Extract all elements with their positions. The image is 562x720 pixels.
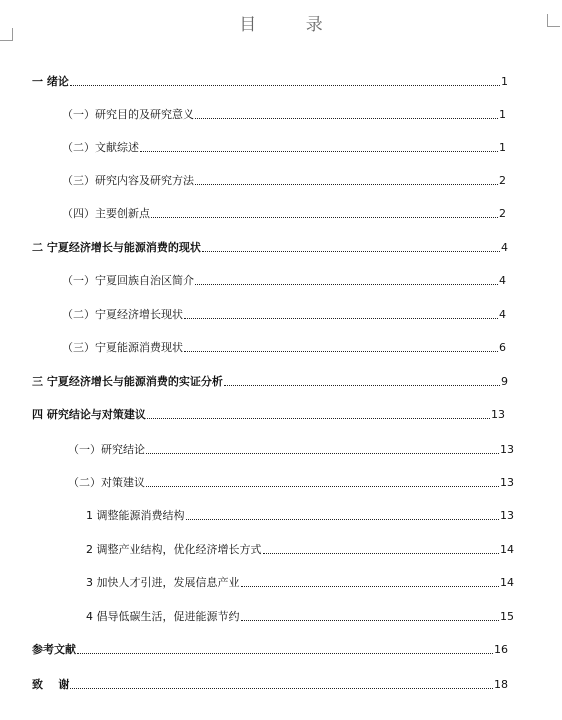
dot-leader xyxy=(202,251,500,252)
toc-entry-label: （三）宁夏能源消费现状 xyxy=(62,341,183,354)
toc-entry-page: 9 xyxy=(501,375,508,388)
toc-entry-label: 致 谢 xyxy=(32,678,70,691)
toc-entry-label: （一）研究结论 xyxy=(68,443,145,456)
toc-entry-page: 4 xyxy=(499,274,506,287)
toc-entry[interactable] xyxy=(86,543,514,557)
dot-leader xyxy=(70,688,493,689)
toc-entry[interactable] xyxy=(62,108,506,122)
toc-entry-page: 2 xyxy=(499,174,506,187)
toc-entry-label: 二 宁夏经济增长与能源消费的现状 xyxy=(32,241,201,254)
toc-entry[interactable] xyxy=(32,678,508,692)
toc-entry[interactable] xyxy=(32,643,508,657)
toc-entry-label: （二）文献综述 xyxy=(62,141,139,154)
toc-entry-page: 1 xyxy=(501,75,508,88)
toc-entry[interactable] xyxy=(32,75,508,89)
dot-leader xyxy=(184,318,498,319)
toc-entry-page: 4 xyxy=(501,241,508,254)
toc-entry-label: 参考文献 xyxy=(32,643,76,656)
toc-entry[interactable] xyxy=(86,576,514,590)
toc-entry-label: 三 宁夏经济增长与能源消费的实证分析 xyxy=(32,375,223,388)
dot-leader xyxy=(224,385,500,386)
dot-leader xyxy=(146,453,499,454)
toc-entry-label: （三）研究内容及研究方法 xyxy=(62,174,194,187)
toc-entry-label: （二）宁夏经济增长现状 xyxy=(62,308,183,321)
toc-entry[interactable] xyxy=(86,509,514,523)
toc-entry-page: 1 xyxy=(499,108,506,121)
dot-leader xyxy=(195,284,498,285)
toc-entry-page: 18 xyxy=(494,678,508,691)
toc-entry[interactable] xyxy=(68,476,514,490)
toc-entry-page: 1 xyxy=(499,141,506,154)
dot-leader xyxy=(77,653,493,654)
dot-leader xyxy=(195,184,498,185)
toc-entry-page: 13 xyxy=(500,476,514,489)
toc-entry-label: 1 调整能源消费结构 xyxy=(86,509,185,522)
toc-entry[interactable] xyxy=(62,341,506,355)
toc-entry[interactable] xyxy=(62,174,506,188)
toc-entry[interactable] xyxy=(86,610,514,624)
dot-leader xyxy=(147,418,490,419)
toc-entry-page: 14 xyxy=(500,576,514,589)
toc-entry-page: 6 xyxy=(499,341,506,354)
toc-entry-label: （一）宁夏回族自治区简介 xyxy=(62,274,194,287)
toc-entry-label: 3 加快人才引进，发展信息产业 xyxy=(86,576,240,589)
toc-entry[interactable] xyxy=(32,241,508,255)
toc-entry-label: 2 调整产业结构，优化经济增长方式 xyxy=(86,543,262,556)
toc-entry-page: 4 xyxy=(499,308,506,321)
toc-entry-page: 13 xyxy=(491,408,505,421)
toc-entry-page: 15 xyxy=(500,610,514,623)
dot-leader xyxy=(186,519,500,520)
toc-entry-label: 一 绪论 xyxy=(32,75,69,88)
dot-leader xyxy=(241,620,500,621)
toc-entry[interactable] xyxy=(32,375,508,389)
toc-title: 目 录 xyxy=(239,15,345,35)
dot-leader xyxy=(70,85,500,86)
toc-entry-page: 14 xyxy=(500,543,514,556)
dot-leader xyxy=(140,151,498,152)
dot-leader xyxy=(184,351,498,352)
toc-entry-page: 13 xyxy=(500,443,514,456)
dot-leader xyxy=(263,553,500,554)
toc-entry[interactable] xyxy=(62,274,506,288)
toc-entry[interactable] xyxy=(62,308,506,322)
toc-entry[interactable] xyxy=(62,141,506,155)
toc-entry-label: （二）对策建议 xyxy=(68,476,145,489)
dot-leader xyxy=(241,586,500,587)
toc-entry-label: （一）研究目的及研究意义 xyxy=(62,108,194,121)
toc-entry[interactable] xyxy=(62,207,506,221)
toc-entry[interactable] xyxy=(68,443,514,457)
toc-entry-page: 16 xyxy=(494,643,508,656)
toc-entry-label: （四）主要创新点 xyxy=(62,207,150,220)
toc-entry-page: 13 xyxy=(500,509,514,522)
dot-leader xyxy=(195,118,498,119)
toc-entry-label: 4 倡导低碳生活，促进能源节约 xyxy=(86,610,240,623)
toc-entry-label: 四 研究结论与对策建议 xyxy=(32,408,146,421)
toc-entry-page: 2 xyxy=(499,207,506,220)
dot-leader xyxy=(151,217,498,218)
dot-leader xyxy=(146,486,499,487)
toc-entry[interactable] xyxy=(32,408,505,422)
